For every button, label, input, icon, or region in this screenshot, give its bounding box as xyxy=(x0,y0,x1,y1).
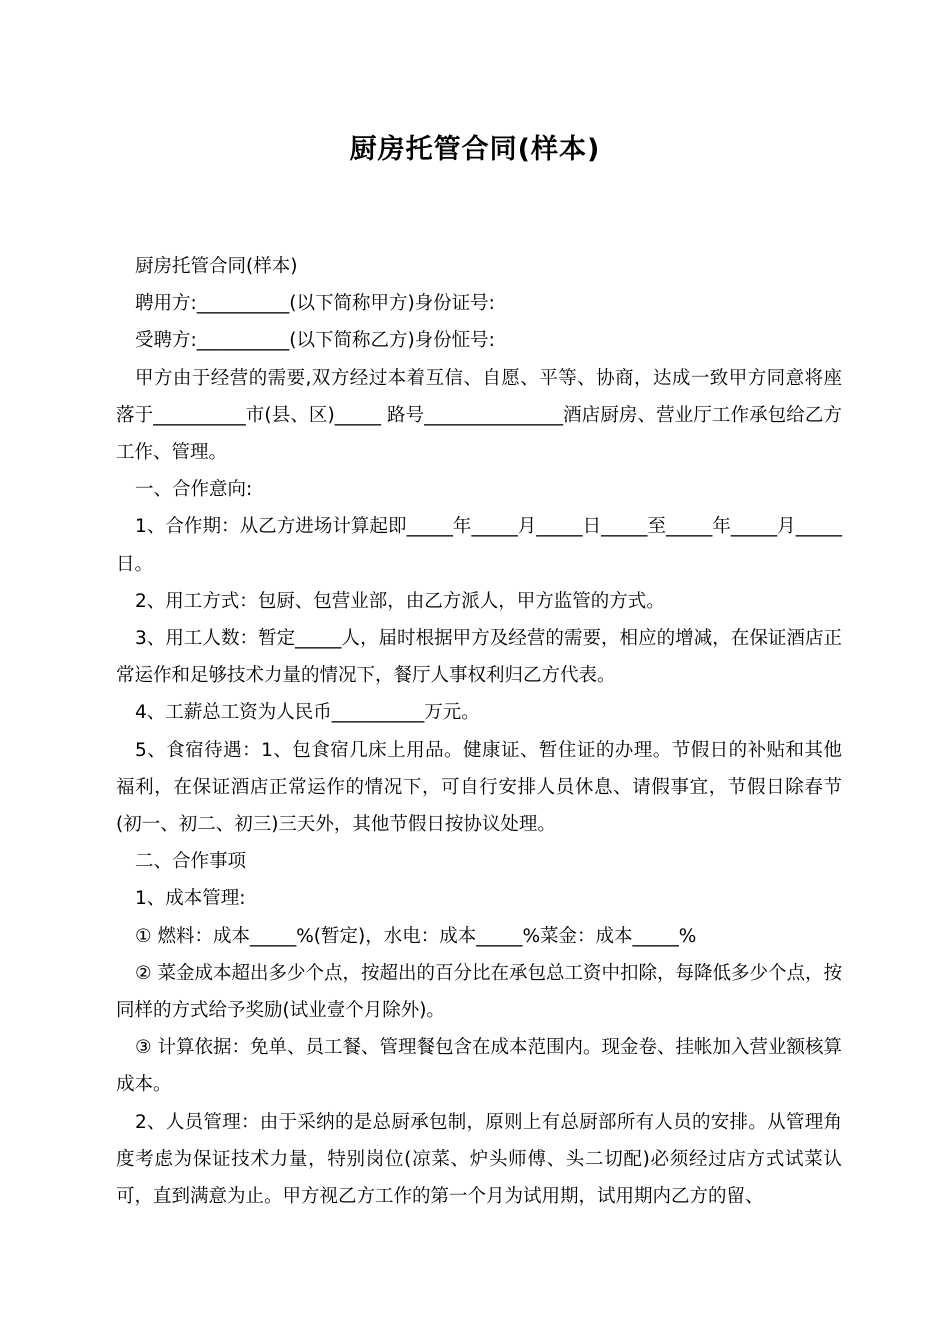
paragraph-board-lodging: 5、食宿待遇：1、包食宿几床上用品。健康证、暂住证的办理。节假日的补贴和其他福利，在保证酒店正常运作的情况下，可自行安排人员休息、请假事宜，节假日除春节(初一、初二、初三)三天外，其他节假日按协议处理。 xyxy=(116,739,842,836)
document-title: 厨房托管合同(样本) xyxy=(349,134,601,165)
paragraph-cost-fuel: ① 燃料：成本_____%(暂定)，水电：成本_____%菜金：成本_____% xyxy=(135,925,697,947)
paragraph-personnel-management: 2、人员管理：由于采纳的是总厨承包制，原则上有总厨部所有人员的安排。从管理角度考虑为保证技术力量，特别岗位(凉菜、炉头师傅、头二切配)必须经过店方式试菜认可，直到满意为止。甲方视乙方工作的第一个月为试用期，试用期内乙方的留、 xyxy=(116,1111,842,1208)
paragraph-salary: 4、工薪总工资为人民币__________万元。 xyxy=(135,702,480,724)
paragraph-employee: 受聘方:__________(以下简称乙方)身份怔号: xyxy=(135,330,495,352)
paragraph-preamble: 甲方由于经营的需要,双方经过本着互信、自愿、平等、协商，达成一致甲方同意将座落于__________市(县、区)_____ 路号_______________酒店厨房、营业厅工作承包给乙方工作、管理。 xyxy=(116,367,842,464)
paragraph-cost-overrun: ② 菜金成本超出多少个点，按超出的百分比在承包总工资中扣除，每降低多少个点，按同样的方式给予奖励(试业壹个月除外)。 xyxy=(116,962,842,1022)
paragraph-cost-basis: ③ 计算依据：免单、员工餐、管理餐包含在成本范围内。现金卷、挂帐加入营业额核算成本。 xyxy=(116,1037,842,1096)
paragraph-employer: 聘用方:__________(以下简称甲方)身份证号: xyxy=(135,293,495,315)
paragraph-subtitle: 厨房托管合同(样本) xyxy=(135,256,298,277)
document-body xyxy=(116,248,842,1215)
section-heading-cooperation-intent: 一、合作意向: xyxy=(135,479,253,501)
paragraph-employment-method: 2、用工方式：包厨、包营业部，由乙方派人，甲方监管的方式。 xyxy=(135,590,665,612)
paragraph-staff-count: 3、用工人数：暂定_____人，届时根据甲方及经营的需要，相应的增减，在保证酒店正常运作和足够技术力量的情况下，餐厅人事权利归乙方代表。 xyxy=(116,628,842,687)
paragraph-cost-management: 1、成本管理: xyxy=(135,888,246,910)
section-heading-cooperation-matters: 二、合作事项 xyxy=(135,851,247,873)
paragraph-cooperation-period: 1、合作期：从乙方进场计算起即_____年_____月_____日_____至_____年_____月_____日。 xyxy=(116,516,842,575)
